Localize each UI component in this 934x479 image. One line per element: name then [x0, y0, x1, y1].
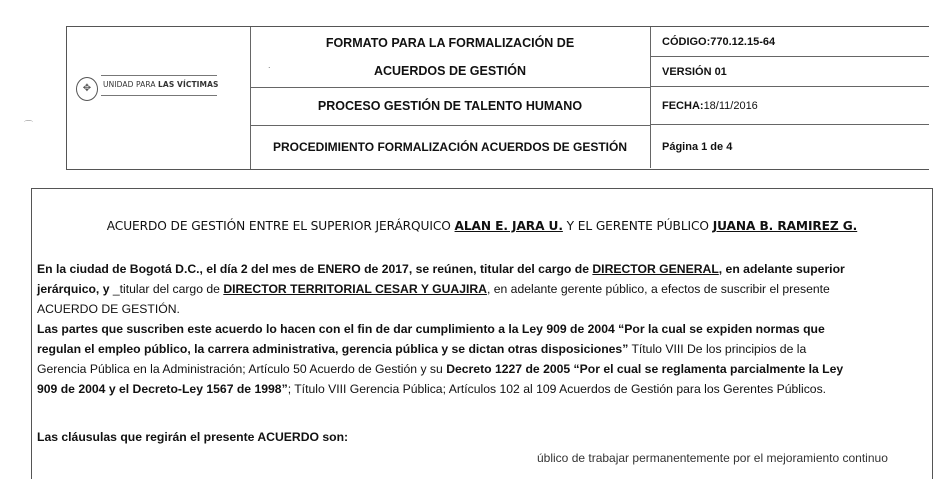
cut-off-line: úblico de trabajar permanentemente por el mejoramiento continuo [537, 451, 888, 465]
logo-rule-bottom [101, 95, 217, 96]
manager-name: JUANA B. RAMIREZ G. [712, 219, 858, 233]
process-cell [250, 87, 651, 126]
document-version: VERSIÓN 01 [662, 65, 727, 78]
version-cell [650, 57, 929, 87]
role-director-territorial: DIRECTOR TERRITORIAL CESAR Y GUAJIRA [223, 282, 487, 296]
scan-speck: . [268, 60, 271, 70]
format-title-line1: FORMATO PARA LA FORMALIZACIÓN DE [325, 36, 575, 50]
superior-name: ALAN E. JARA U. [454, 219, 563, 233]
page-cell [650, 125, 929, 168]
coat-of-arms-icon: ✥ [76, 77, 98, 101]
paragraph-clauses-intro: Las cláusulas que regirán el presente ACUERDO son: [37, 430, 349, 444]
document-code: CÓDIGO:770.12.15-64 [662, 35, 776, 48]
date-label: FECHA: [662, 99, 704, 112]
agreement-body [31, 188, 933, 479]
format-title-cell [250, 27, 651, 88]
agreement-title: ACUERDO DE GESTIÓN ENTRE EL SUPERIOR JERÁRQUICO ALAN E. JARA U. Y EL GERENTE PÚBLICO JUANA B. RAMIREZ G. [106, 219, 858, 233]
date-value: 18/11/2016 [703, 99, 758, 112]
paragraph-parties: En la ciudad de Bogotá D.C., el día 2 del mes de ENERO de 2017, se reúnen, titular del cargo de DIRECTOR GENERAL, en adelante superior jerárquico, y _titular del cargo de DIRECTOR TERRITORIAL CESAR Y GUAJIRA, en adelante gerente público, a efectos de suscribir el presente ACUERDO DE GESTIÓN. [37, 262, 845, 316]
document-header-table [66, 26, 929, 170]
date-cell [650, 87, 929, 125]
logo-cell [67, 27, 251, 169]
format-title-line2: ACUERDOS DE GESTIÓN [373, 64, 527, 78]
procedure-name: PROCEDIMIENTO FORMALIZACIÓN ACUERDOS DE GESTIÓN [272, 139, 627, 154]
code-cell [650, 27, 929, 57]
logo-rule-top [101, 75, 217, 76]
page-number: Página 1 de 4 [662, 140, 733, 153]
scan-mark: ⌒ [24, 120, 34, 130]
process-name: PROCESO GESTIÓN DE TALENTO HUMANO [317, 99, 583, 113]
procedure-cell [250, 125, 651, 168]
paragraph-legal-basis: Las partes que suscriben este acuerdo lo hacen con el fin de dar cumplimiento a la Ley 909 de 2004 “Por la cual se expiden normas que regulan el empleo público, la carrera administrativa, gerencia pública y se dictan otras disposiciones” Título VIII De los principios de la Gerencia Pública en la Administración; Artículo 50 Acuerdo de Gestión y su Decreto 1227 de 2005 “Por el cual se reglamenta parcialmente la Ley 909 de 2004 y el Decreto-Ley 1567 de 1998”; Título VIII Gerencia Pública; Artículos 102 al 109 Acuerdos de Gestión para los Gerentes Públicos. [37, 322, 844, 396]
role-director-general: DIRECTOR GENERAL [592, 262, 719, 276]
organization-logo-text: UNIDAD PARA LAS VÍCTIMAS [103, 80, 219, 89]
